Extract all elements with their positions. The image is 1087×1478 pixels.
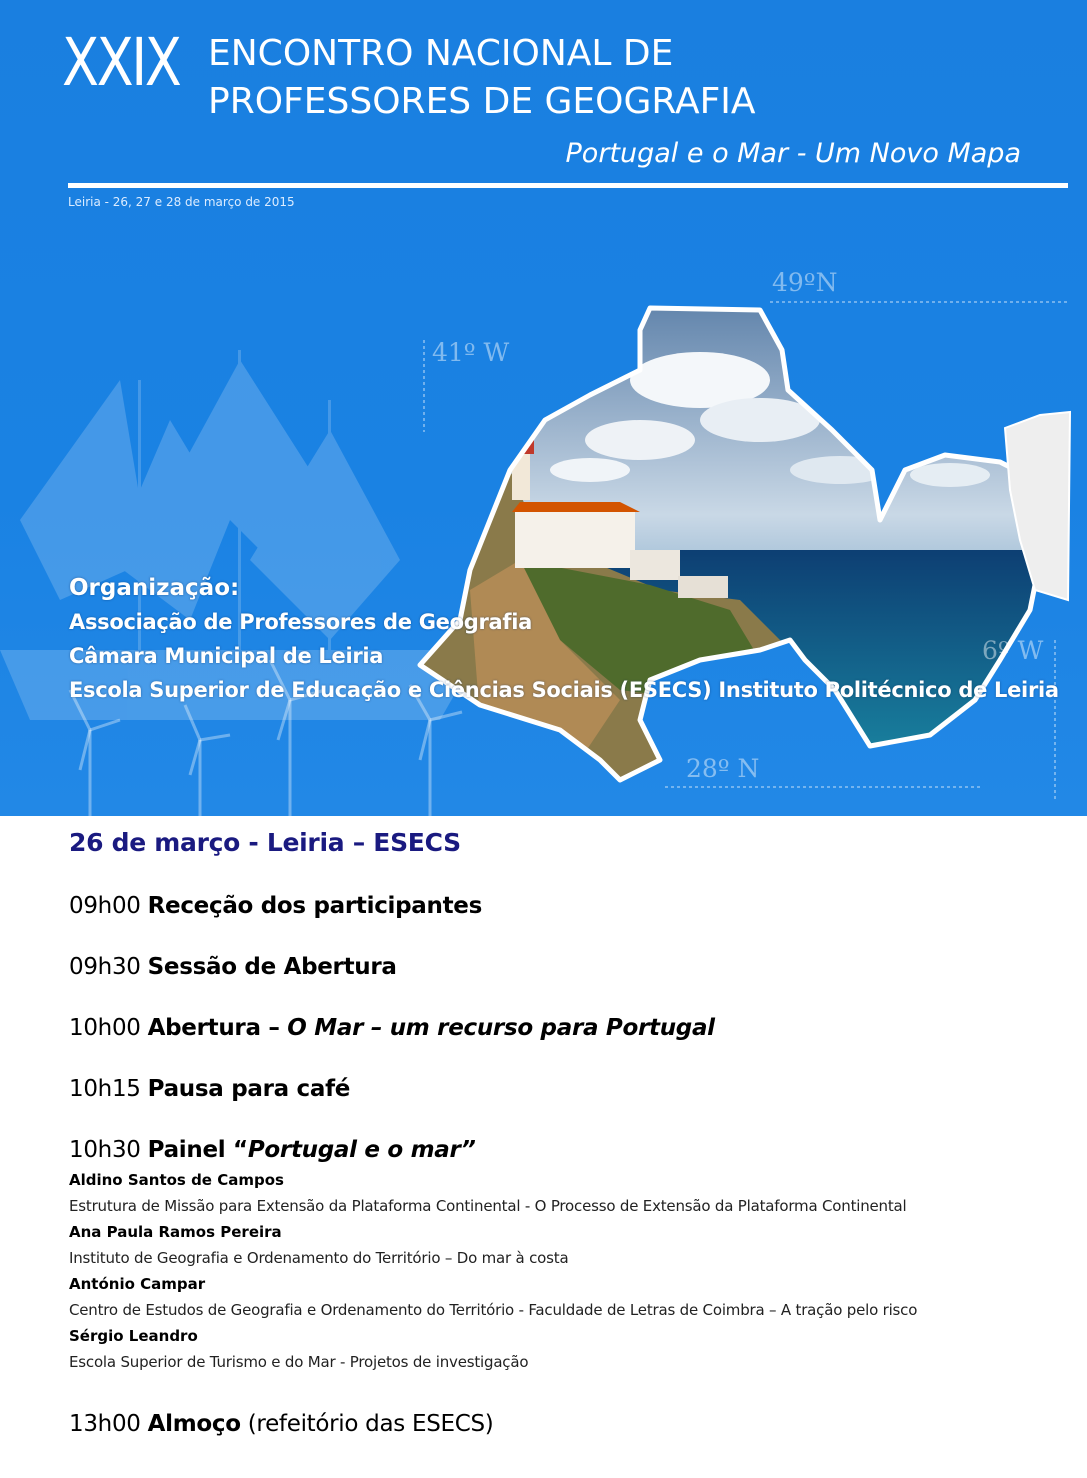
lat-label-top: 49ºN	[772, 268, 838, 297]
slot-title-italic: O Mar – um recurso para Portugal	[287, 1015, 715, 1041]
speaker-name: António Campar	[69, 1275, 206, 1293]
speaker-name: Ana Paula Ramos Pereira	[69, 1223, 282, 1241]
day-heading: 26 de março - Leiria – ESECS	[69, 828, 461, 857]
organization-block	[69, 571, 1059, 707]
organizer-item: Câmara Municipal de Leiria	[69, 644, 384, 668]
slot-title: Painel “	[147, 1137, 248, 1163]
schedule-slot	[69, 1076, 1059, 1102]
schedule-slot	[69, 893, 1059, 919]
slot-title: Pausa para café	[147, 1076, 351, 1102]
organizer-item: Escola Superior de Educação e Ciências Sociais (ESECS) Instituto Politécnico de Leiria	[69, 678, 1059, 702]
schedule-slot-panel	[69, 1137, 1059, 1163]
organization-heading: Organização:	[69, 575, 240, 601]
header-divider	[68, 183, 1068, 188]
slot-title: Abertura –	[147, 1015, 288, 1041]
speaker-topic: Instituto de Geografia e Ordenamento do Território – Do mar à costa	[69, 1249, 569, 1267]
speaker-name: Aldino Santos de Campos	[69, 1171, 284, 1189]
event-title-line1: ENCONTRO NACIONAL DE	[208, 33, 674, 74]
speaker-topic: Centro de Estudos de Geografia e Ordenamento do Território - Faculdade de Letras de Coimbra – A tração pelo risco	[69, 1301, 918, 1319]
lon-label-left: 41º W	[432, 338, 510, 367]
slot-title: Receção dos participantes	[147, 893, 482, 919]
panel-speakers	[69, 1167, 1059, 1375]
event-title-line2: PROFESSORES DE GEOGRAFIA	[208, 81, 756, 122]
lat-label-bottom: 28º N	[686, 754, 760, 783]
schedule-slot-lunch	[69, 1411, 1059, 1437]
schedule-slot	[69, 1015, 1059, 1041]
slot-time: 10h00	[69, 1015, 141, 1041]
program-schedule	[69, 828, 1059, 1472]
slot-time: 13h00	[69, 1411, 141, 1437]
lon-label-right: 6º W	[982, 636, 1044, 665]
slot-time: 10h15	[69, 1076, 141, 1102]
schedule-slot	[69, 954, 1059, 980]
event-subtitle: Portugal e o Mar - Um Novo Mapa	[565, 138, 1021, 169]
event-dateline: Leiria - 26, 27 e 28 de março de 2015	[68, 195, 295, 209]
slot-title: Sessão de Abertura	[147, 954, 397, 980]
slot-time: 09h30	[69, 954, 141, 980]
slot-time: 10h30	[69, 1137, 141, 1163]
slot-title: Almoço	[147, 1411, 241, 1437]
speaker-topic: Estrutura de Missão para Extensão da Plataforma Continental - O Processo de Extensão da Plataforma Continental	[69, 1197, 907, 1215]
slot-title-italic: Portugal e o mar”	[247, 1137, 476, 1163]
edition-number: XXIX	[62, 24, 180, 101]
speaker-topic: Escola Superior de Turismo e do Mar - Projetos de investigação	[69, 1353, 529, 1371]
slot-time: 09h00	[69, 893, 141, 919]
speaker-name: Sérgio Leandro	[69, 1327, 198, 1345]
slot-note: (refeitório das ESECS)	[247, 1411, 494, 1437]
organizer-item: Associação de Professores de Geografia	[69, 610, 532, 634]
